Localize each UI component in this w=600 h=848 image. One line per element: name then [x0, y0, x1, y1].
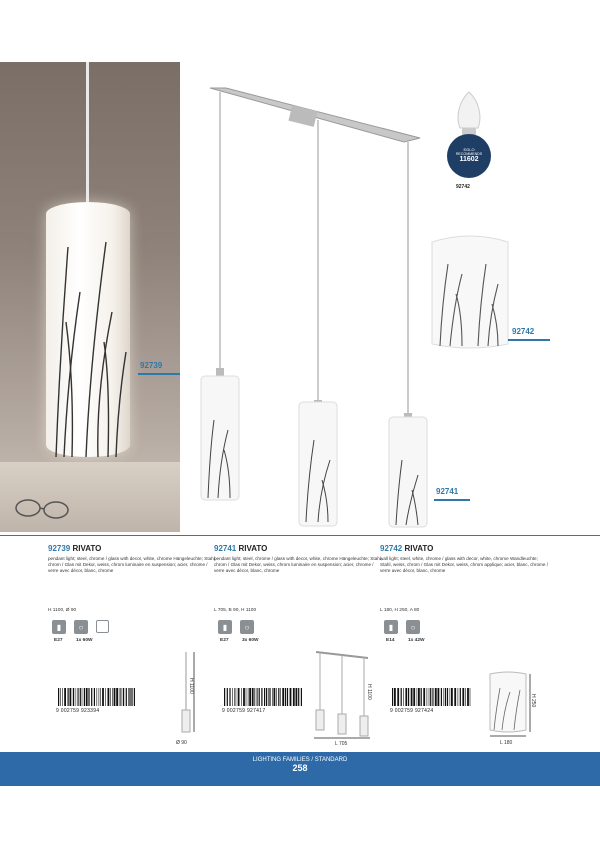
barcode-bar — [285, 688, 286, 706]
dims-92742: L 180, H 250, A 80 — [380, 608, 420, 613]
barcode-bar — [413, 688, 415, 706]
barcode-bar — [435, 688, 437, 706]
wall-label: 92742 — [512, 327, 535, 336]
grass-decor-icon — [46, 202, 130, 457]
dims-92741: L 705, B 90, H 1100 — [214, 608, 257, 613]
product-92741 — [214, 544, 384, 575]
barcode-bar — [114, 688, 116, 706]
power-label: 1x 60W — [76, 638, 93, 643]
icons-92742 — [384, 620, 420, 634]
barcode-bar — [274, 688, 276, 706]
barcode-bar — [232, 688, 233, 706]
barcode-bar — [458, 688, 459, 706]
barcode-bar — [82, 688, 83, 706]
barcode-bar — [427, 688, 428, 706]
barcode-bar — [99, 688, 100, 706]
section-divider — [0, 535, 600, 536]
barcode-bar — [227, 688, 228, 706]
barcode-bar — [264, 688, 265, 706]
barcode-bar — [110, 688, 111, 706]
barcode-bar — [403, 688, 404, 706]
barcode-bar — [62, 688, 63, 706]
barcode-bar — [268, 688, 269, 706]
hero-lamp-shade — [46, 202, 130, 457]
pendant-3-image — [190, 80, 440, 530]
barcode-bar — [411, 688, 413, 706]
barcode-bar — [282, 688, 284, 706]
barcode-bar — [58, 688, 59, 706]
barcode-bar — [73, 688, 74, 706]
barcode-bar — [278, 688, 279, 706]
barcode-bar — [421, 688, 422, 706]
page-footer — [0, 752, 600, 786]
barcode-bar — [438, 688, 440, 706]
barcode-bar — [78, 688, 79, 706]
barcode-bar — [394, 688, 396, 706]
power-label: 1x 42W — [408, 638, 425, 643]
barcode-bar — [434, 688, 435, 706]
barcode-bar — [276, 688, 277, 706]
barcode-bar — [77, 688, 78, 706]
product-title — [214, 544, 384, 553]
dims-92739: H 1100, Ø 90 — [48, 608, 77, 613]
recommend-badge — [451, 147, 487, 163]
barcode-bar — [401, 688, 402, 706]
page-number: 258 — [292, 763, 308, 773]
bulb-icon — [444, 88, 494, 180]
product-92742 — [380, 544, 550, 575]
barcode-bar — [445, 688, 446, 706]
socket-icon: ▮ — [52, 620, 66, 634]
barcode-bar — [68, 688, 69, 706]
barcode-bar — [467, 688, 469, 706]
barcode-bar — [392, 688, 393, 706]
barcode-bar — [229, 688, 230, 706]
dim-drawing-92742 — [486, 670, 536, 740]
barcode-bars — [390, 688, 472, 708]
barcode-bar — [84, 688, 85, 706]
barcode-bar — [397, 688, 399, 706]
barcode-bar — [254, 688, 255, 706]
barcode-bar — [293, 688, 295, 706]
barcode-bar — [454, 688, 456, 706]
product-name: RIVATO — [72, 544, 102, 553]
barcode-bar — [60, 688, 61, 706]
barcode-digits: 9 002759 923394 — [56, 708, 100, 714]
barcode-bar — [272, 688, 273, 706]
barcode-bar — [447, 688, 448, 706]
barcode-bar — [423, 688, 425, 706]
barcode-bar — [290, 688, 292, 706]
barcode-bar — [444, 688, 445, 706]
barcode-bars — [222, 688, 304, 708]
barcode-bar — [236, 688, 237, 706]
socket-icon: ▮ — [384, 620, 398, 634]
barcode-bar — [405, 688, 407, 706]
barcode-bar — [287, 688, 288, 706]
socket-label: E27 — [54, 638, 63, 643]
wall-label-line — [508, 339, 550, 341]
hero-cord — [86, 62, 89, 202]
product-title — [380, 544, 550, 553]
dim-h-92739: H 1100 — [188, 678, 194, 694]
barcode-bar — [259, 688, 260, 706]
barcode-bar — [122, 688, 123, 706]
pendant-label: 92741 — [436, 487, 459, 496]
product-name: RIVATO — [404, 544, 434, 553]
barcode-bar — [243, 688, 245, 706]
pendant-label-line — [434, 499, 470, 501]
barcode-bar — [86, 688, 88, 706]
socket-icon: ▮ — [218, 620, 232, 634]
barcode-bar — [116, 688, 118, 706]
glasses-icon — [10, 490, 80, 520]
barcode-92742 — [390, 688, 472, 712]
barcode-bar — [91, 688, 92, 706]
barcode-bar — [132, 688, 133, 706]
product-92739 — [48, 544, 218, 575]
barcode-bar — [126, 688, 127, 706]
barcode-bar — [80, 688, 81, 706]
dim-h-92742: H 250 — [530, 694, 536, 708]
barcode-bar — [470, 688, 471, 706]
barcode-bar — [88, 688, 89, 706]
product-description: pendant light; steel, chrome / glass with decor, white, chrome Hängeleuchte; Stahl, chrom / Glas mit Dekor, weiss, chrom luminaire en suspension; acier, chrome / verre avec décor, blanc, chrome — [214, 556, 383, 574]
product-description: wall light; steel, white, chrome / glass with decor, white, chrome Wandleuchte; Stahl, weiss, chrom / Glas mit Dekor, weiss, chrom applique; acier, blanc, chrome / verre avec décor, blanc, chrome — [380, 556, 548, 574]
barcode-bar — [224, 688, 225, 706]
class-insulation-icon — [96, 620, 109, 633]
barcode-bar — [450, 688, 451, 706]
barcode-bar — [64, 688, 66, 706]
barcode-bar — [460, 688, 461, 706]
barcode-bars — [56, 688, 138, 708]
hero-label: 92739 — [140, 361, 163, 370]
barcode-bar — [134, 688, 135, 706]
barcode-bar — [266, 688, 267, 706]
barcode-bar — [441, 688, 442, 706]
barcode-bar — [296, 688, 298, 706]
barcode-bar — [94, 688, 95, 706]
barcode-bar — [451, 688, 453, 706]
bulb-power-icon: ○ — [406, 620, 420, 634]
bulb-power-icon: ○ — [74, 620, 88, 634]
barcode-bar — [120, 688, 121, 706]
barcode-bar — [238, 688, 240, 706]
product-description: pendant light; steel, chrome / glass with decor, white, chrome Hängeleuchte; Stahl, chrom / Glas mit Dekor, weiss, chrom luminaire en suspension; acier, chrome / verre avec décor, blanc, chrome — [48, 556, 217, 574]
barcode-bar — [105, 688, 106, 706]
hero-label-line — [138, 373, 180, 375]
barcode-bar — [298, 688, 299, 706]
recommend-line1: EGLO — [463, 147, 475, 152]
barcode-bar — [100, 688, 101, 706]
barcode-bar — [123, 688, 124, 706]
wall-light-image — [428, 234, 512, 352]
barcode-bar — [241, 688, 242, 706]
barcode-bar — [102, 688, 104, 706]
icons-92741 — [218, 620, 254, 634]
recommend-code: 11602 — [459, 156, 479, 163]
barcode-bar — [430, 688, 431, 706]
barcode-digits: 9 002759 927417 — [222, 708, 266, 714]
product-number: 92739 — [48, 544, 71, 553]
barcode-bar — [108, 688, 110, 706]
barcode-bar — [70, 688, 72, 706]
hero-photo — [0, 62, 180, 532]
barcode-bar — [462, 688, 464, 706]
barcode-bar — [234, 688, 235, 706]
barcode-bar — [128, 688, 129, 706]
recommend-below: 92742 — [456, 184, 470, 190]
barcode-bar — [417, 688, 418, 706]
barcode-bar — [248, 688, 249, 706]
barcode-bar — [301, 688, 302, 706]
barcode-bar — [257, 688, 258, 706]
dim-h-92741: H 1100 — [366, 684, 372, 700]
product-number: 92741 — [214, 544, 237, 553]
barcode-bar — [256, 688, 257, 706]
barcode-92739 — [56, 688, 138, 712]
barcode-bar — [252, 688, 254, 706]
barcode-bar — [246, 688, 247, 706]
barcode-bar — [269, 688, 270, 706]
barcode-bar — [408, 688, 409, 706]
barcode-bar — [418, 688, 420, 706]
dim-d-92739: Ø 90 — [176, 740, 187, 746]
socket-label: E27 — [220, 638, 229, 643]
product-title — [48, 544, 218, 553]
barcode-bar — [97, 688, 98, 706]
product-number: 92742 — [380, 544, 403, 553]
barcode-digits: 9 002759 927424 — [390, 708, 434, 714]
barcode-bar — [261, 688, 262, 706]
icons-92739 — [52, 620, 109, 634]
power-label: 3x 60W — [242, 638, 259, 643]
recommend-line2: RECOMMENDS — [455, 152, 483, 156]
socket-label: E14 — [386, 638, 395, 643]
product-name: RIVATO — [238, 544, 268, 553]
barcode-bar — [249, 688, 251, 706]
barcode-bar — [75, 688, 76, 706]
bulb-power-icon: ○ — [240, 620, 254, 634]
dim-drawing-92741 — [312, 648, 372, 740]
barcode-bar — [465, 688, 466, 706]
footer-family: LIGHTING FAMILIES / STANDARD — [252, 757, 348, 763]
barcode-bar — [112, 688, 113, 706]
dim-drawing-92739 — [172, 650, 202, 745]
barcode-bar — [429, 688, 430, 706]
barcode-bar — [432, 688, 433, 706]
barcode-bar — [130, 688, 131, 706]
barcode-92741 — [222, 688, 304, 712]
dim-l-92742: L 180 — [500, 740, 513, 746]
dim-l-92741: L 705 — [335, 741, 348, 747]
barcode-bar — [280, 688, 281, 706]
barcode-bar — [119, 688, 120, 706]
